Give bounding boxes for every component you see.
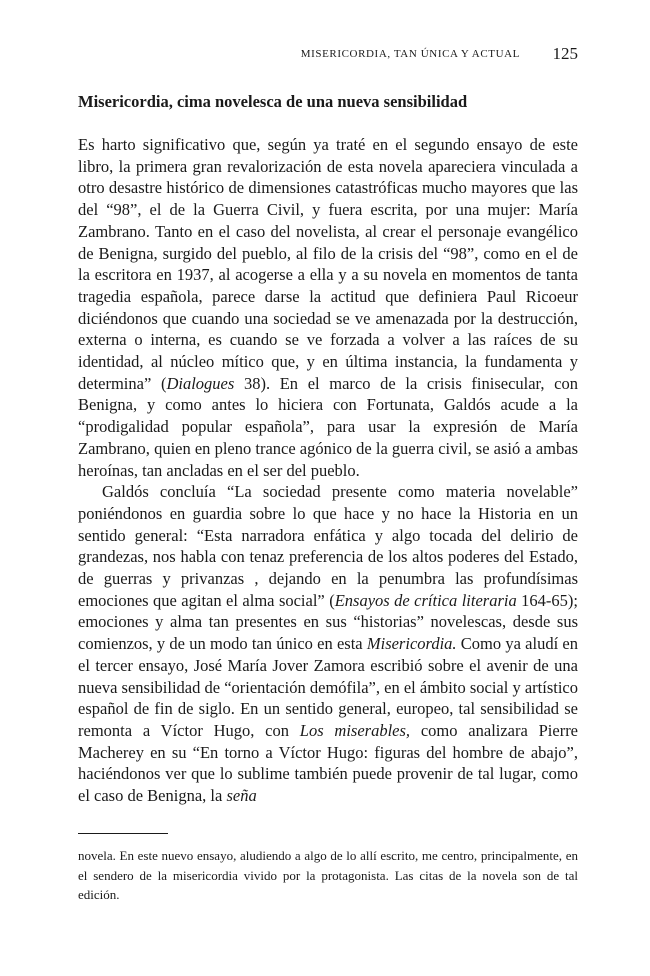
body-text [78, 134, 578, 807]
page-header [78, 44, 578, 66]
footnote-divider [78, 833, 168, 834]
paragraph-2-text-1: Galdós concluía “La sociedad presente como materia novelable” poniéndonos en guardia sobre lo que hace y no hace la Historia en un sentido general: “Esta narradora enfática y algo tocada del delirio de grandezas, nos habla con tenaz preferencia de los altos poderes del Estado, de guerras y privanzas , dejando en la penumbra las profundísimas emociones que agitan el alma social” ( [78, 482, 578, 610]
footnote: novela. En este nuevo ensayo, aludiendo a algo de lo allí escrito, me centro, principalmente, en el sendero de la misericordia vivido por la protagonista. Las citas de la novela son de tal edición. [78, 848, 578, 902]
paragraph-1-text-2: 38). En el marco de la crisis finisecular, con Benigna, y como antes lo hiciera con Fortunata, Galdós acude a la “prodigalidad popular española”, para usar la expresión de María Zambrano, quien en pleno trance agónico de la guerra civil, se asió a ambas heroínas, tan ancladas en el ser del pueblo. [78, 373, 578, 480]
paragraph-2-text-3: Como ya aludí en el tercer ensayo, José María Jover Zamora escribió sobre el avenir de una nueva sensibilidad de “orientación demófila”, en el ámbito social y artístico español de fin de siglo. En un sentido general, europeo, tal sensibilidad se remonta a Víctor Hugo, con [78, 634, 578, 740]
paragraph-2-italic-misericordia: Misericordia. [366, 634, 457, 654]
paragraph-1-italic-dialogues: Dialogues [166, 373, 235, 393]
paragraph-2-italic-sena: seña [226, 786, 257, 806]
paragraph-2-text-2: 164-65); emociones y alma tan presentes en sus “historias” novelescas, desde sus comienzos, y de un modo tan único en esta [78, 590, 578, 654]
paragraph-2-italic-ensayos: Ensayos de crítica literaria [334, 590, 517, 610]
paragraph-2-text-4: como analizara Pierre Macherey en su “En torno a Víctor Hugo: figuras del hombre de abajo”, haciéndonos ver que lo sublime también puede provenir de tal lugar, como el caso de Benigna, la [78, 720, 579, 806]
running-head: MISERICORDIA, TAN ÚNICA Y ACTUAL [300, 48, 520, 60]
paragraph-2 [78, 481, 578, 807]
page-number: 125 [552, 44, 578, 63]
paragraph-1-text-1: Es harto significativo que, según ya traté en el segundo ensayo de este libro, la primera gran revalorización de esta novela apareciera vinculada a otro desastre histórico de dimensiones catastróficas mucho mayores que las del “98”, el de la Guerra Civil, y fuera escrita, por una mujer: María Zambrano. Tanto en el caso del novelista, al crear el personaje evangélico de Benigna, surgido del pueblo, al filo de la crisis del “98”, como en el de la escritora en 1937, al acogerse a ella y a su novela en momentos de tanta tragedia española, parece darse la actitud que definiera Paul Ricoeur diciéndonos que cuando una sociedad se ve amenazada por la destrucción, externa o interna, es cuando se ve forzada a volver a las raíces de su identidad, al núcleo mítico que, y en última instancia, la fundamenta y determina” ( [78, 135, 578, 393]
paragraph-1 [78, 134, 578, 481]
paragraph-2-italic-miserables: Los miserables, [299, 720, 411, 740]
section-title: Misericordia, cima novelesca de una nueva sensibilidad [78, 92, 468, 111]
